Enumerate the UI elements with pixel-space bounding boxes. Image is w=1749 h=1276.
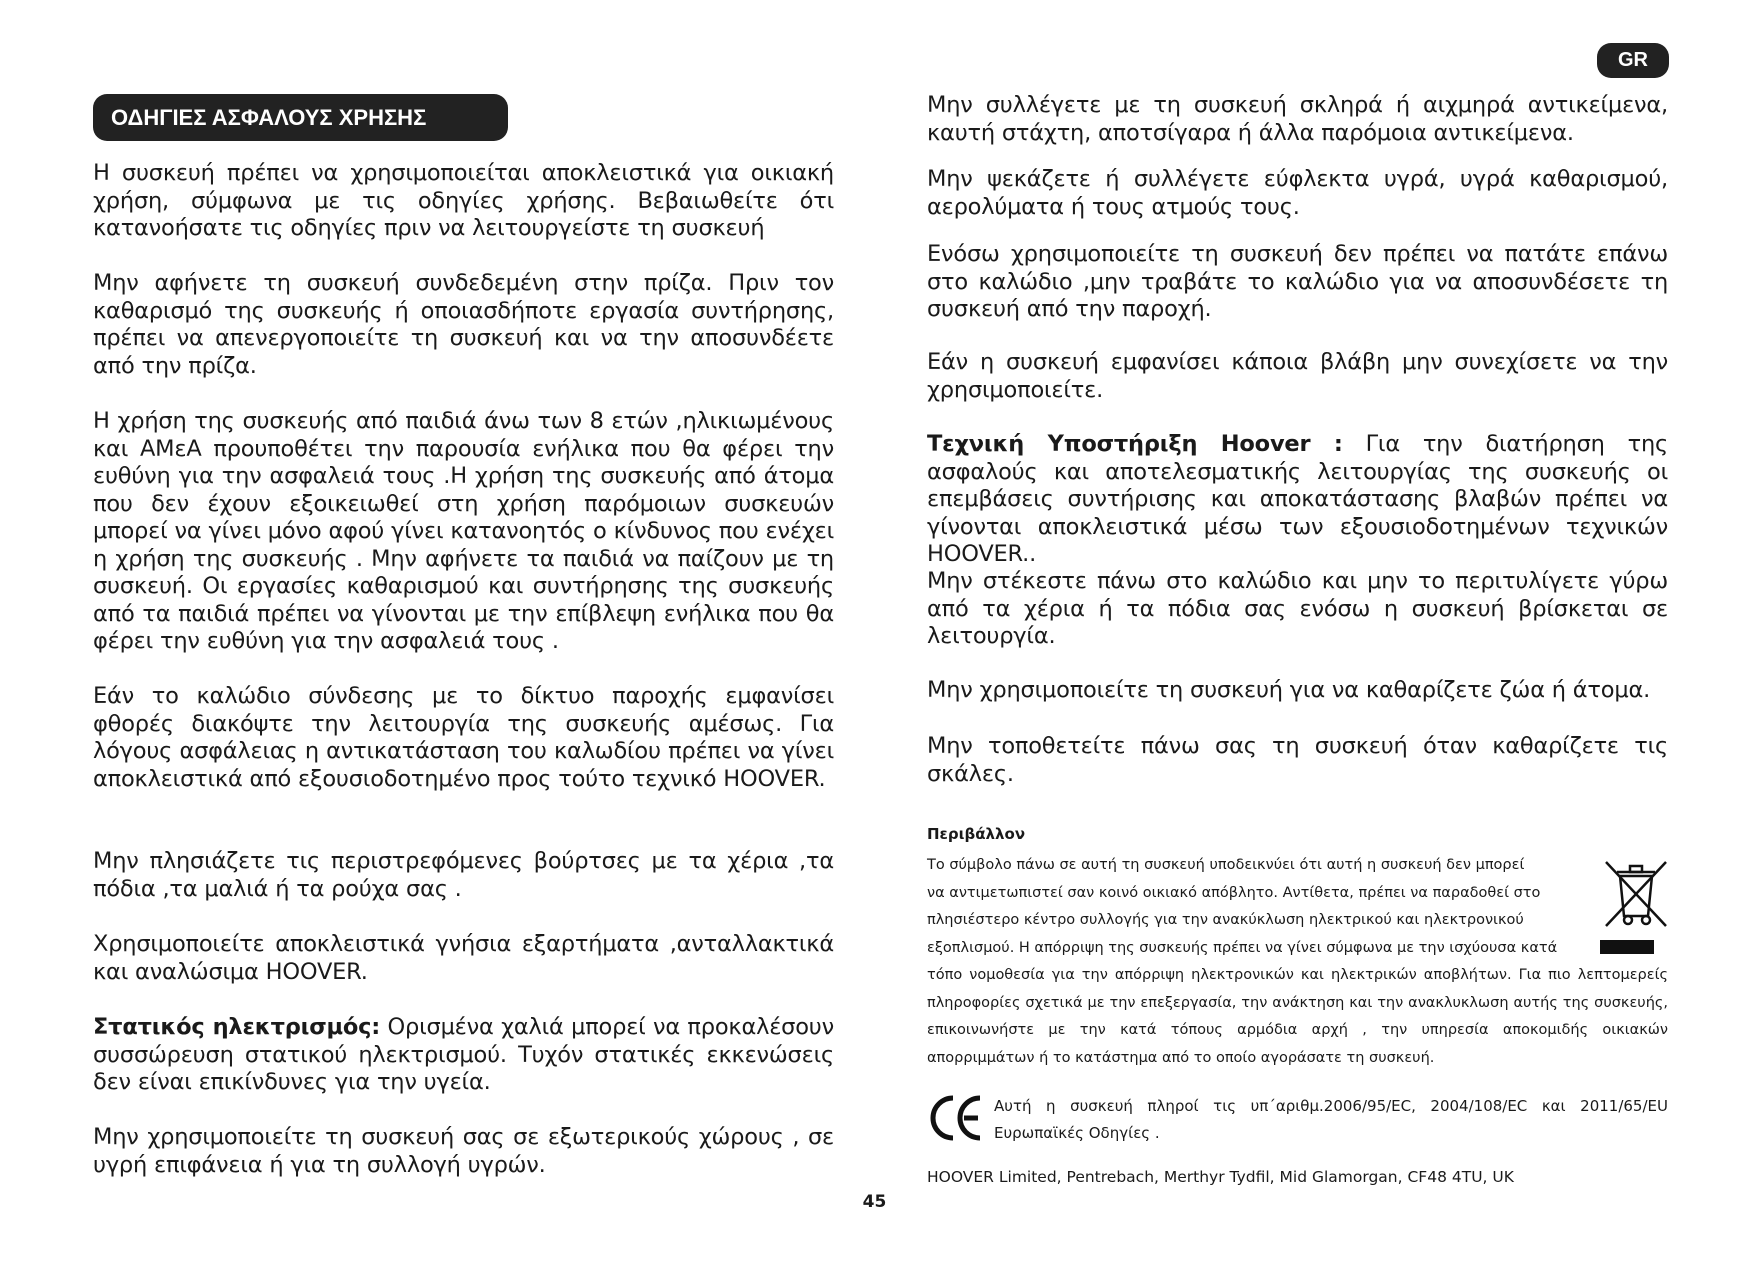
environment-line: πλησιέστερο κέντρο συλλογής για την ανακύκλωση ηλεκτρικού και ηλεκτρονικού	[927, 912, 1524, 928]
ce-mark-icon	[928, 1093, 984, 1143]
tech-support-heading: Τεχνική Υποστήριξη Hoover :	[927, 431, 1343, 457]
paragraph-genuine-parts: Χρησιμοποιείτε αποκλειστικά γνήσια εξαρτήματα ,ανταλλακτικά και αναλώσιμα HOOVER.	[93, 931, 834, 985]
static-heading: Στατικός ηλεκτρισμός:	[93, 1014, 381, 1040]
ce-compliance-text: Αυτή η συσκευή πληροί τις υπ΄αριθμ.2006/95/EC, 2004/108/EC και 2011/65/EU Ευρωπαϊκές Οδηγίες .	[994, 1097, 1668, 1142]
crossed-bin-icon	[1602, 858, 1670, 930]
paragraph-tech-support	[927, 431, 1668, 569]
paragraph-cord-walk: Ενόσω χρησιμοποιείτε τη συσκευή δεν πρέπει να πατάτε επάνω στο καλώδιο ,μην τραβάτε το καλώδιο για να αποσυνδέσετε τη συσκευή από την παροχή.	[927, 241, 1668, 322]
paragraph-stand-cord: Μην στέκεστε πάνω στο καλώδιο και μην το περιτυλίγετε γύρω από τα χέρια ή τα πόδια σας ενόσω η συσκευή βρίσκεται σε λειτουργία.	[927, 568, 1668, 649]
paragraph-intended-use: Η συσκευή πρέπει να χρησιμοποιείται αποκλειστικά για οικιακή χρήση, σύμφωνα με τις οδηγίες χρήσης. Βεβαιωθείτε ότι κατανοήσατε τις οδηγίες πριν να λειτουργείστε τη συσκευή	[93, 160, 834, 241]
paragraph-outdoor: Μην χρησιμοποιείτε τη συσκευή σας σε εξωτερικούς χώρους , σε υγρή επιφάνεια ή για τη συλλογή υγρών.	[93, 1124, 834, 1178]
environment-title: Περιβάλλον	[927, 825, 1026, 843]
paragraph-unplug: Μην αφήνετε τη συσκευή συνδεδεμένη στην πρίζα. Πριν τον καθαρισμό της συσκευής ή οποιασδήποτε εργασία συντήρησης, πρέπει να απενεργοποιείτε τη συσκευή και να την αποσυνδέετε από την πρίζα.	[93, 270, 834, 379]
company-address: HOOVER Limited, Pentrebach, Merthyr Tydfil, Mid Glamorgan, CF48 4TU, UK	[927, 1168, 1514, 1186]
environment-line: να αντιμετωπιστεί σαν κοινό οικιακό απόβλητο. Αντίθετα, πρέπει να παραδοθεί στο	[927, 884, 1541, 901]
paragraph-children: Η χρήση της συσκευής από παιδιά άνω των 8 ετών ,ηλικιωμένους και ΑΜεΑ προυποθέτει την παρουσία ενήλικα που θα φέρει την ευθύνη για την ασφαλειά τους .Η χρήση της συσκευής από άτομα που δεν έχουν εξοικειωθεί στη χρήση παρόμοιων συσκευών μπορεί να γίνει μόνο αφού γίνει κατανοητός ο κίνδυνος που ενέχει η χρήση της συσκευής . Μην αφήνετε τα παιδιά να παίζουν με τη συσκευή. Οι εργασίες καθαρισμού και συντήρησης της συσκευής από τα παιδιά πρέπει να γίνονται με την επίβλεψη ενήλικα που θα φέρει την ευθύνη για την ασφαλειά τους .	[93, 408, 834, 654]
environment-line: εξοπλισμού. Η απόρριψη της συσκευής πρέπει να γίνει σύμφωνα με την ισχύουσα κατά	[927, 939, 1558, 956]
paragraph-animals: Μην χρησιμοποιείτε τη συσκευή για να καθαρίζετε ζώα ή άτομα.	[927, 677, 1651, 703]
section-title: ΟΔΗΓΙΕΣ ΑΣΦΑΛΟΥΣ ΧΡΗΣΗΣ	[93, 94, 508, 141]
paragraph-brushes: Μην πλησιάζετε τις περιστρεφόμενες βούρτσες με τα χέρια ,τα πόδια ,τα μαλιά ή τα ρούχα σας .	[93, 848, 834, 902]
paragraph-sharp-objects: Μην συλλέγετε με τη συσκευή σκληρά ή αιχμηρά αντικείμενα, καυτή στάχτη, αποτσίγαρα ή άλλα παρόμοια αντικείμενα.	[927, 92, 1668, 146]
weee-bar	[1600, 940, 1654, 954]
paragraph-stairs: Μην τοποθετείτε πάνω σας τη συσκευή όταν καθαρίζετε τις σκάλες.	[927, 733, 1668, 787]
static-text: Ορισμένα χαλιά μπορεί να προκαλέσουν συσσώρευση στατικού ηλεκτρισμού. Τυχόν στατικές εκκενώσεις δεν είναι επικίνδυνες για την υγεία.	[93, 1014, 834, 1095]
page-number: 45	[862, 1192, 887, 1212]
environment-rest: τόπο νομοθεσία για την απόρριψη ηλεκτρονικών και ηλεκτρικών αποβλήτων. Για πιο λεπτομερείς πληροφορίες σχετικά με την επεξεργασία, την ανάκτηση και την ανακλυκλωση αυτής της συσκευής, επικοινωνήστε με την κατά τόπους αρμόδια αρχή , την υπηρεσία αποκομιδής οικιακών απορριμμάτων ή το κατάστημα από το οποίο αγοράσατε τη συσκευή.	[927, 967, 1668, 1066]
paragraph-static	[93, 1014, 834, 1097]
language-badge: GR	[1597, 43, 1669, 78]
paragraph-cable: Εάν το καλώδιο σύνδεσης με το δίκτυο παροχής εμφανίσει φθορές διακόψτε την λειτουργία της συσκευής αμέσως. Για λόγους ασφάλειας η αντικατάσταση του καλωδίου πρέπει να γίνει αποκλειστικά από εξουσιοδοτημένο προς τούτο τεχνικό HOOVER.	[93, 683, 834, 792]
tech-support-text: Για την διατήρηση της ασφαλούς και αποτελεσματικής λειτουργίας της συσκευής οι επεμβάσεις συντήρισης και αποκατάστασης βλαβών πρέπει να γίνονται αποκλειστικά μέσω των εξουσιοδοτημένων τεχνικών HOOVER..	[927, 431, 1669, 567]
paragraph-flammable: Μην ψεκάζετε ή συλλέγετε εύφλεκτα υγρά, υγρά καθαρισμού, αερολύματα ή τους ατμούς τους.	[927, 166, 1668, 220]
environment-line: Το σύμβολο πάνω σε αυτή τη συσκευή υποδεικνύει ότι αυτή η συσκευή δεν μπορεί	[927, 857, 1525, 873]
environment-text	[927, 852, 1668, 1072]
paragraph-fault: Εάν η συσκευή εμφανίσει κάποια βλάβη μην συνεχίσετε να την χρησιμοποιείτε.	[927, 349, 1668, 403]
